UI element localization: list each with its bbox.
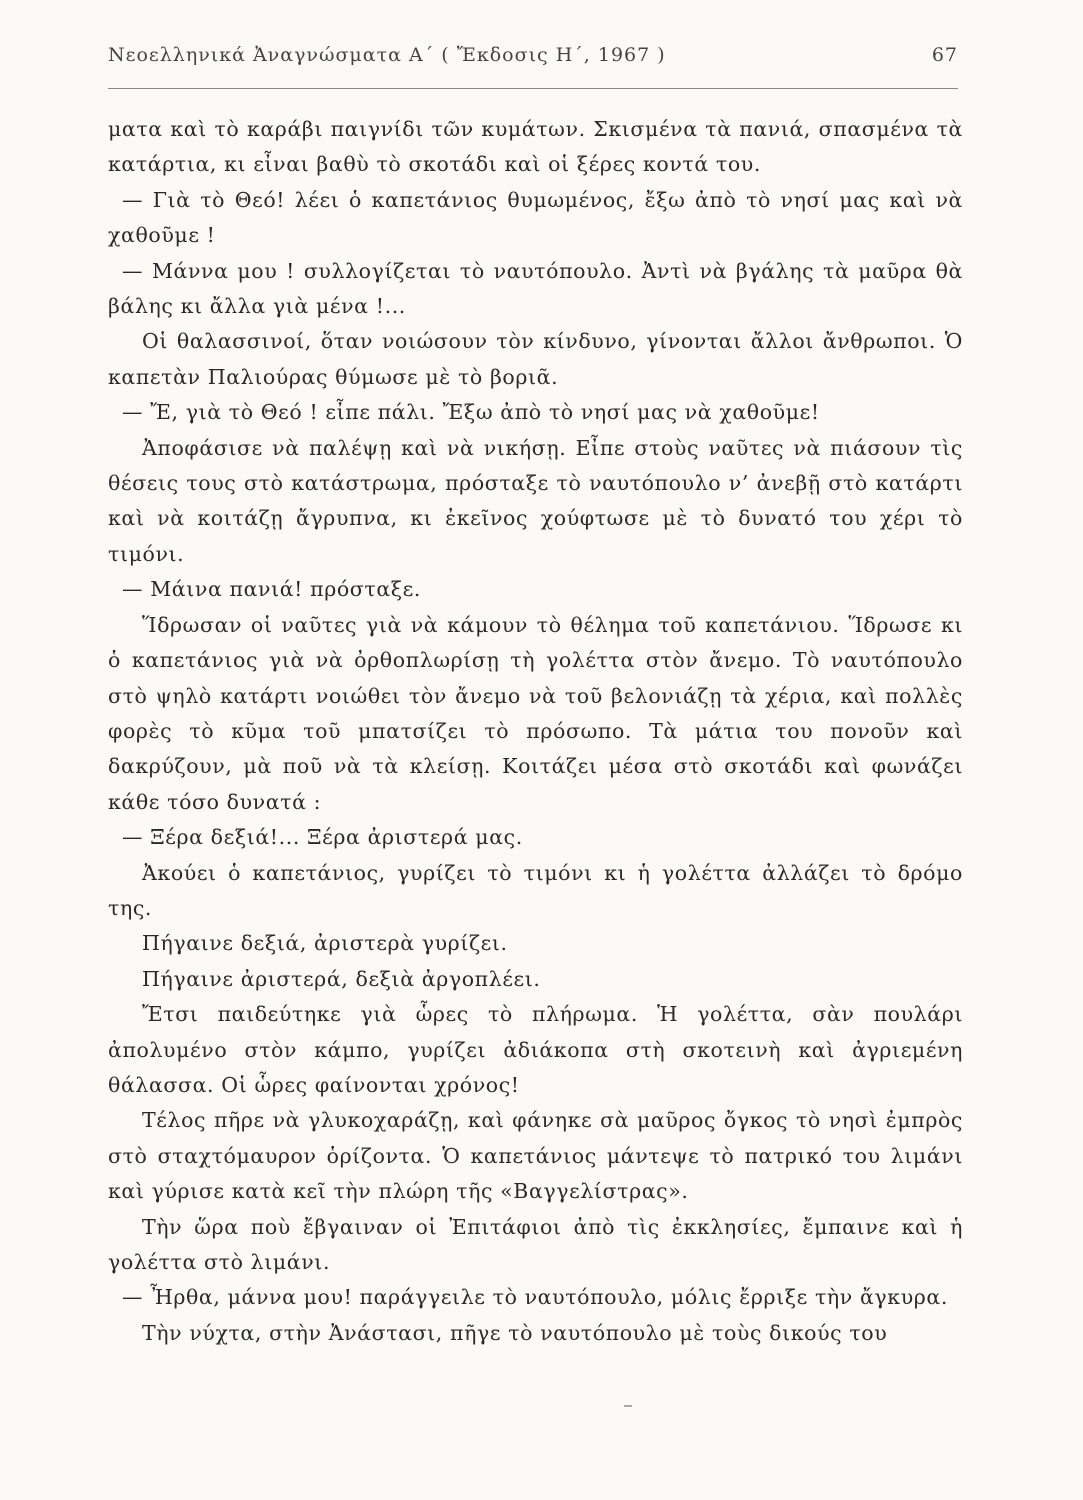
paragraph: Ἔτσι παιδεύτηκε γιὰ ὧρες τὸ πλήρωμα. Ἡ γολέττα, σὰν πουλάρι ἀπολυμένο στὸν κάμπο, γυρίζει ἀδιάκοπα στὴ σκοτεινὴ καὶ ἀγριεμένη θάλασσα. Οἱ ὧρες φαίνονται χρόνος! <box>108 1002 963 1097</box>
footer-mark <box>624 1405 632 1407</box>
running-head <box>108 44 958 76</box>
header-rule <box>108 88 958 89</box>
paragraph: Πήγαινε δεξιά, ἀριστερὰ γυρίζει. <box>142 931 508 956</box>
dialogue-line: — Ξέρα δεξιά!... Ξέρα ἀριστερά μας. <box>122 825 523 850</box>
dialogue-line: — Μάινα πανιά! πρόσταξε. <box>122 577 421 602</box>
dialogue-line: — Γιὰ τὸ Θεό! λέει ὁ καπετάνιος θυμωμένος, ἔξω ἀπὸ τὸ νησί μας καὶ νὰ χαθοῦμε ! <box>108 187 963 248</box>
body-text <box>108 112 963 1351</box>
paragraph: Πήγαινε ἀριστερά, δεξιὰ ἀργοπλέει. <box>142 966 541 991</box>
dialogue-line: — Ἦρθα, μάννα μου! παράγγειλε τὸ ναυτόπουλο, μόλις ἔρριξε τὴν ἄγκυρα. <box>122 1285 948 1310</box>
dialogue-line: — Ἔ, γιὰ τὸ Θεό ! εἶπε πάλι. Ἔξω ἀπὸ τὸ νησί μας νὰ χαθοῦμε! <box>122 400 820 425</box>
paragraph: Οἱ θαλασσινοί, ὅταν νοιώσουν τὸν κίνδυνο, γίνονται ἄλλοι ἄνθρωποι. Ὁ καπετὰν Παλιούρας θύμωσε μὲ τὸ βοριᾶ. <box>108 329 963 389</box>
paragraph: ματα καὶ τὸ καράβι παιγνίδι τῶν κυμάτων. Σκισμένα τὰ πανιά, σπασμένα τὰ κατάρτια, κι εἶναι βαθὺ τὸ σκοτάδι καὶ οἱ ξέρες κοντά του. <box>108 117 963 177</box>
paragraph: Ἵδρωσαν οἱ ναῦτες γιὰ νὰ κάμουν τὸ θέλημα τοῦ καπετάνιου. Ἵδρωσε κι ὁ καπετάνιος γιὰ νὰ ὀρθοπλωρίσῃ τὴ γολέττα στὸν ἄνεμο. Τὸ ναυτόπουλο στὸ ψηλὸ κατάρτι νοιώθει τὸν ἄνεμο νὰ τοῦ βελονιάζῃ τὰ χέρια, καὶ πολλὲς φορὲς τὸ κῦμα τοῦ μπατσίζει τὸ πρόσωπο. Τὰ μάτια του πονοῦν καὶ δακρύζουν, μὰ ποῦ νὰ τὰ κλείσῃ. Κοιτάζει μέσα στὸ σκοτάδι καὶ φωνάζει κάθε τόσο δυνατά : <box>108 612 963 814</box>
paragraph: Τὴν ὥρα ποὺ ἔβγαιναν οἱ Ἐπιτάφιοι ἀπὸ τὶς ἐκκλησίες, ἔμπαινε καὶ ἡ γολέττα στὸ λιμάνι. <box>108 1214 963 1274</box>
paragraph: Τέλος πῆρε νὰ γλυκοχαράζῃ, καὶ φάνηκε σὰ μαῦρος ὄγκος τὸ νησὶ ἐμπρὸς στὸ σταχτόμαυρον ὁρίζοντα. Ὁ καπετάνιος μάντεψε τὸ πατρικό του λιμάνι καὶ γύρισε κατὰ κεῖ τὴν πλώρη τῆς «Βαγγελίστρας». <box>108 1108 963 1204</box>
paragraph: Ἀποφάσισε νὰ παλέψῃ καὶ νὰ νικήσῃ. Εἶπε στοὺς ναῦτες νὰ πιάσουν τὶς θέσεις τους στὸ κατάστρωμα, πρόσταξε τὸ ναυτόπουλο ν’ ἀνεβῇ στὸ κατάρτι καὶ νὰ κοιτάζῃ ἄγρυπνα, κι ἐκεῖνος χούφτωσε μὲ τὸ δυνατό του χέρι τὸ τιμόνι. <box>108 435 963 566</box>
paragraph: Τὴν νύχτα, στὴν Ἀνάστασι, πῆγε τὸ ναυτόπουλο μὲ τοὺς δικούς του <box>142 1320 888 1345</box>
dialogue-line: — Μάννα μου ! συλλογίζεται τὸ ναυτόπουλο. Ἀντὶ νὰ βγάλης τὰ μαῦρα θὰ βάλης κι ἄλλα γιὰ μένα !... <box>108 258 963 319</box>
paragraph: Ἀκούει ὁ καπετάνιος, γυρίζει τὸ τιμόνι κι ἡ γολέττα ἀλλάζει τὸ δρόμο της. <box>108 860 963 920</box>
book-title: Νεοελληνικά Ἀναγνώσματα Α΄ ( Ἔκδοσις Η΄, 1967 ) <box>108 44 666 66</box>
page-number: 67 <box>931 44 958 66</box>
